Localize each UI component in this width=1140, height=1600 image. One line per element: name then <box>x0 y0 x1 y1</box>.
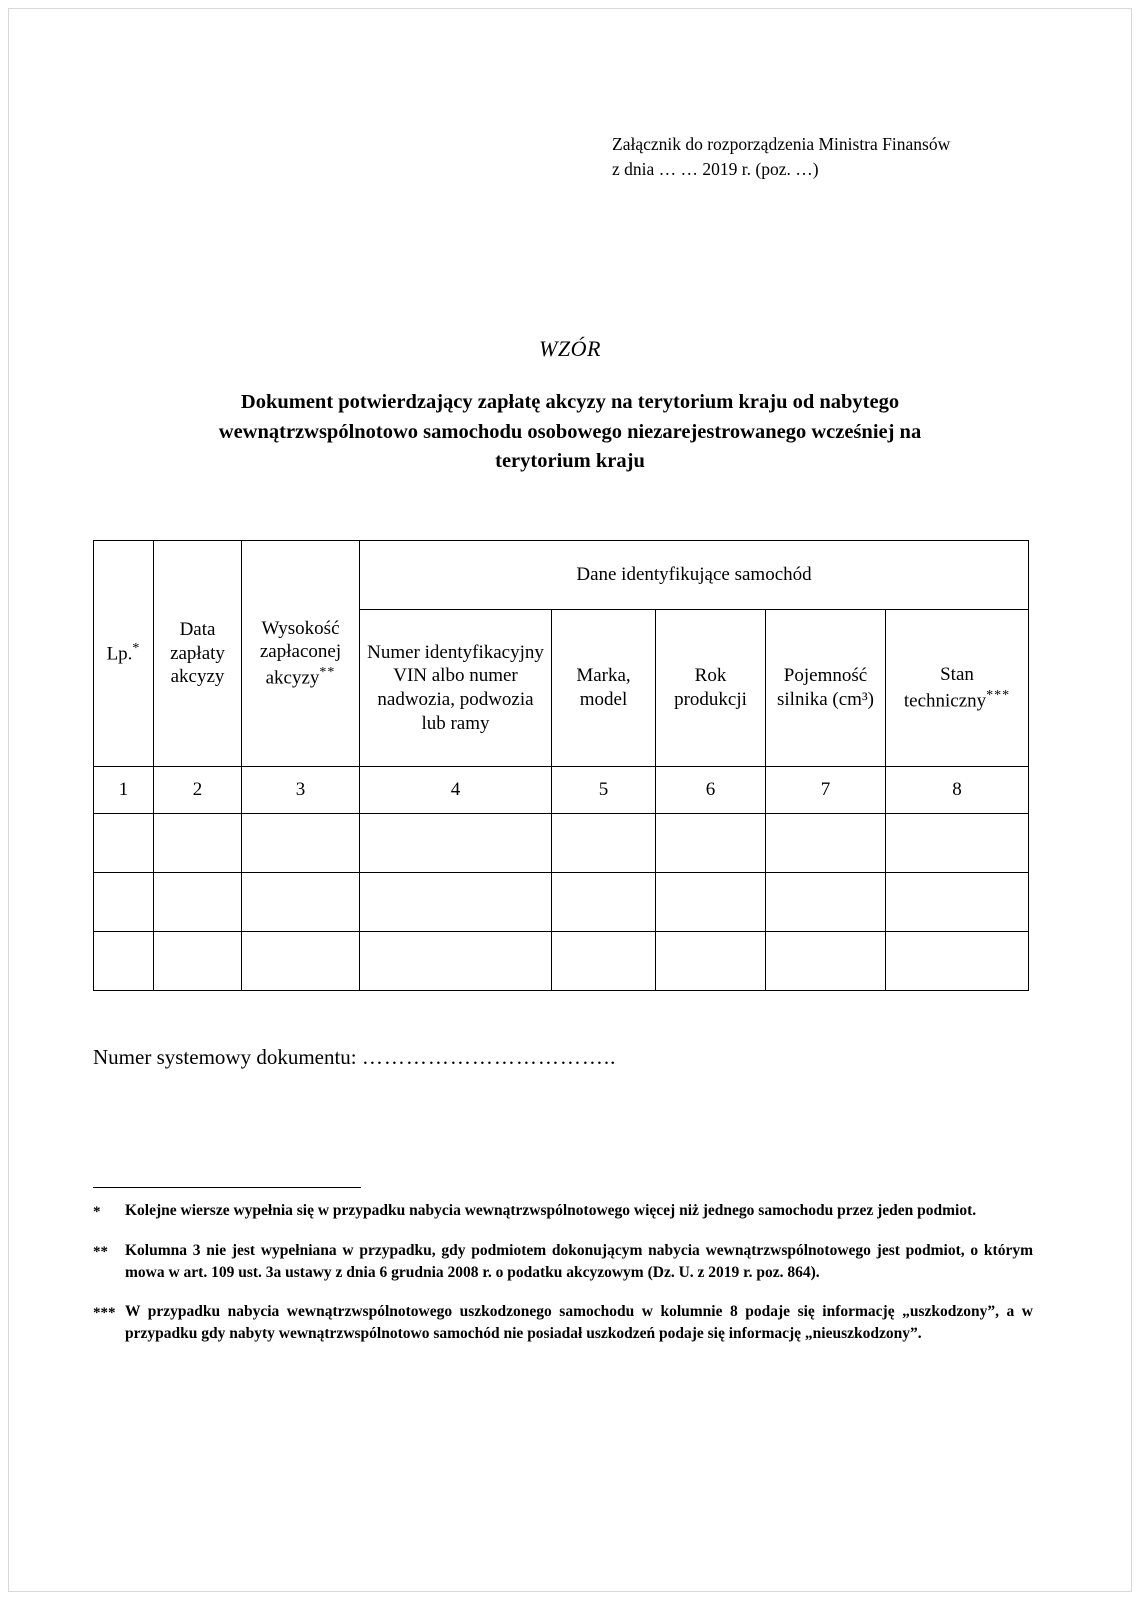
table-cell-empty[interactable] <box>242 873 360 932</box>
table-cell-empty[interactable] <box>766 873 886 932</box>
footnote-text: W przypadku nabycia wewnątrzwspólnotowego uszkodzonego samochodu w kolumnie 8 podaje się informację „uszkodzony”, a w przypadku gdy nabyty wewnątrzwspólnotowo samochód nie posiadał uszkodzeń podaje się informację „nieuszkodzony”. <box>125 1302 1033 1343</box>
footnote-text: Kolumna 3 nie jest wypełniana w przypadku, gdy podmiotem dokonującym nabycia wewnątrzwspólnotowego jest podmiot, o którym mowa w art. 109 ust. 3a ustawy z dnia 6 grudnia 2008 r. o podatku akcyzowym (Dz. U. z 2019 r. poz. 864). <box>125 1241 1033 1282</box>
table-cell-empty[interactable] <box>886 932 1029 991</box>
footnote-mark: ** <box>93 1243 108 1260</box>
footnote-mark: *** <box>93 1304 116 1321</box>
table-cell-empty[interactable] <box>656 873 766 932</box>
header-label-stan: Stan techniczny <box>903 664 987 712</box>
header-cell-vin: Numer identyfikacyjny VIN albo numer nadwozia, podwozia lub ramy <box>360 610 552 767</box>
footnote-marker-3: *** <box>986 687 1011 703</box>
footnote-mark: * <box>93 1204 101 1220</box>
table-row[interactable] <box>94 932 1029 991</box>
column-number: 7 <box>766 767 886 814</box>
annex-line-2: z dnia … … 2019 r. (poz. …) <box>612 159 819 180</box>
system-number-field[interactable]: …………………………….. <box>361 1045 617 1069</box>
table-cell-empty[interactable] <box>154 814 242 873</box>
table-cell-empty[interactable] <box>886 814 1029 873</box>
table-row[interactable] <box>94 814 1029 873</box>
table-cell-empty[interactable] <box>552 873 656 932</box>
table-cell-empty[interactable] <box>766 932 886 991</box>
table-cell-empty[interactable] <box>360 932 552 991</box>
table-cell-empty[interactable] <box>94 873 154 932</box>
acquisition-table-wrapper <box>93 540 1028 991</box>
annex-reference <box>612 132 1032 183</box>
footnote-marker-2: ** <box>319 665 336 681</box>
column-number: 8 <box>886 767 1029 814</box>
system-number-line <box>93 1045 616 1070</box>
header-label-wysokosc: Wysokość zapłaconej akcyzy <box>259 617 342 689</box>
table-cell-empty[interactable] <box>242 932 360 991</box>
footnote-item <box>93 1200 1033 1224</box>
table-cell-empty[interactable] <box>360 873 552 932</box>
footnote-text: Kolejne wiersze wypełnia się w przypadku nabycia wewnątrzwspólnotowego więcej niż jednego samochodu przez jeden podmiot. <box>125 1202 977 1219</box>
table-cell-empty[interactable] <box>360 814 552 873</box>
table-column-numbers-row <box>94 767 1029 814</box>
header-cell-lp <box>94 541 154 767</box>
column-number: 3 <box>242 767 360 814</box>
header-cell-group-car-data: Dane identyfikujące samochód <box>360 541 1029 610</box>
header-cell-stan <box>886 610 1029 767</box>
header-cell-wysokosc <box>242 541 360 767</box>
table-cell-empty[interactable] <box>242 814 360 873</box>
header-cell-marka: Marka, model <box>552 610 656 767</box>
table-cell-empty[interactable] <box>656 814 766 873</box>
column-number: 2 <box>154 767 242 814</box>
table-cell-empty[interactable] <box>656 932 766 991</box>
table-cell-empty[interactable] <box>94 814 154 873</box>
footnote-separator <box>93 1187 361 1188</box>
table-cell-empty[interactable] <box>766 814 886 873</box>
footnotes-section <box>93 1200 1033 1362</box>
table-header-row-group <box>94 541 1029 610</box>
footnote-item <box>93 1240 1033 1285</box>
table-cell-empty[interactable] <box>94 932 154 991</box>
table-cell-empty[interactable] <box>154 873 242 932</box>
table-cell-empty[interactable] <box>154 932 242 991</box>
footnote-marker-1: * <box>132 641 141 657</box>
footnote-item <box>93 1301 1033 1346</box>
column-number: 1 <box>94 767 154 814</box>
page-title: Dokument potwierdzający zapłatę akcyzy na terytorium kraju od nabytego wewnątrzwspólnotowo samochodu osobowego niezarejestrowanego wcześniej na terytorium kraju <box>218 391 922 473</box>
wzor-label: WZÓR <box>539 336 601 361</box>
header-cell-pojemnosc: Pojemność silnika (cm³) <box>766 610 886 767</box>
header-label-lp: Lp. <box>106 643 133 665</box>
table-cell-empty[interactable] <box>886 873 1029 932</box>
header-cell-rok: Rok produkcji <box>656 610 766 767</box>
header-cell-data-zaplaty: Data zapłaty akcyzy <box>154 541 242 767</box>
table-cell-empty[interactable] <box>552 814 656 873</box>
table-row[interactable] <box>94 873 1029 932</box>
annex-line-1: Załącznik do rozporządzenia Ministra Finansów <box>612 134 951 154</box>
column-number: 5 <box>552 767 656 814</box>
table-cell-empty[interactable] <box>552 932 656 991</box>
acquisition-table <box>93 540 1029 991</box>
column-number: 4 <box>360 767 552 814</box>
column-number: 6 <box>656 767 766 814</box>
system-number-label: Numer systemowy dokumentu: <box>93 1045 357 1069</box>
